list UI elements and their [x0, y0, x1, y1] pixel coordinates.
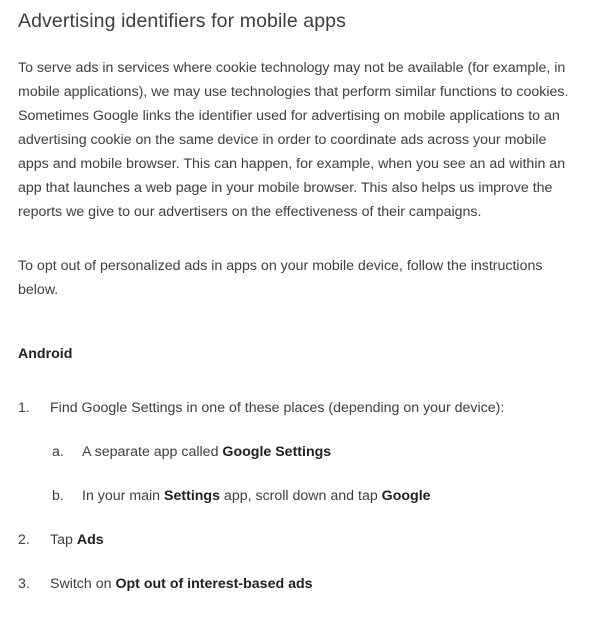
substep-text: [82, 442, 331, 462]
step-text-bold: Opt out of interest-based ads: [115, 576, 313, 592]
page-title: Advertising identifiers for mobile apps: [18, 10, 346, 32]
intro-paragraph: [18, 56, 578, 224]
step-text-bold: Ads: [76, 532, 104, 548]
substep-text-plain: A separate app called: [82, 444, 223, 460]
intro-line: apps and mobile browser. This can happen, for example, when you see an ad within an: [18, 156, 566, 172]
intro-line: app that launches a web page in your mobile browser. This also helps us improve the: [18, 180, 553, 196]
step-text-plain: Tap: [50, 532, 77, 548]
substep-text-bold: Settings: [164, 488, 220, 504]
section-heading-android: Android: [18, 346, 73, 362]
substep-text-plain: In your main: [82, 488, 165, 504]
optout-line: below.: [18, 282, 59, 298]
substep-text-plain: app, scroll down and tap: [219, 488, 382, 504]
intro-line: reports we give to our advertisers on the effectiveness of their campaigns.: [18, 204, 482, 220]
optout-line: To opt out of personalized ads in apps on your mobile device, follow the instructions: [18, 258, 543, 274]
step-marker: 2.: [18, 532, 30, 548]
step-text: Find Google Settings in one of these places (depending on your device):: [50, 400, 505, 416]
step-marker: 3.: [18, 576, 30, 592]
step-text-plain: Switch on: [50, 576, 116, 592]
substep-text: [82, 486, 431, 506]
step-marker: 1.: [18, 400, 30, 416]
step-text: [50, 530, 104, 550]
substep-marker: a.: [52, 444, 64, 460]
intro-line: Sometimes Google links the identifier used for advertising on mobile applications to an: [18, 108, 560, 124]
intro-line: To serve ads in services where cookie technology may not be available (for example, in: [18, 60, 566, 76]
step-text: [50, 574, 313, 594]
substep-text-bold: Google: [381, 488, 431, 504]
substep-text-bold: Google Settings: [222, 444, 332, 460]
substep-marker: b.: [52, 488, 64, 504]
optout-paragraph: [18, 254, 578, 302]
intro-line: advertising cookie on the same device in order to coordinate ads across your mobile: [18, 132, 547, 148]
intro-line: mobile applications), we may use technologies that perform similar functions to cookies.: [18, 84, 569, 100]
